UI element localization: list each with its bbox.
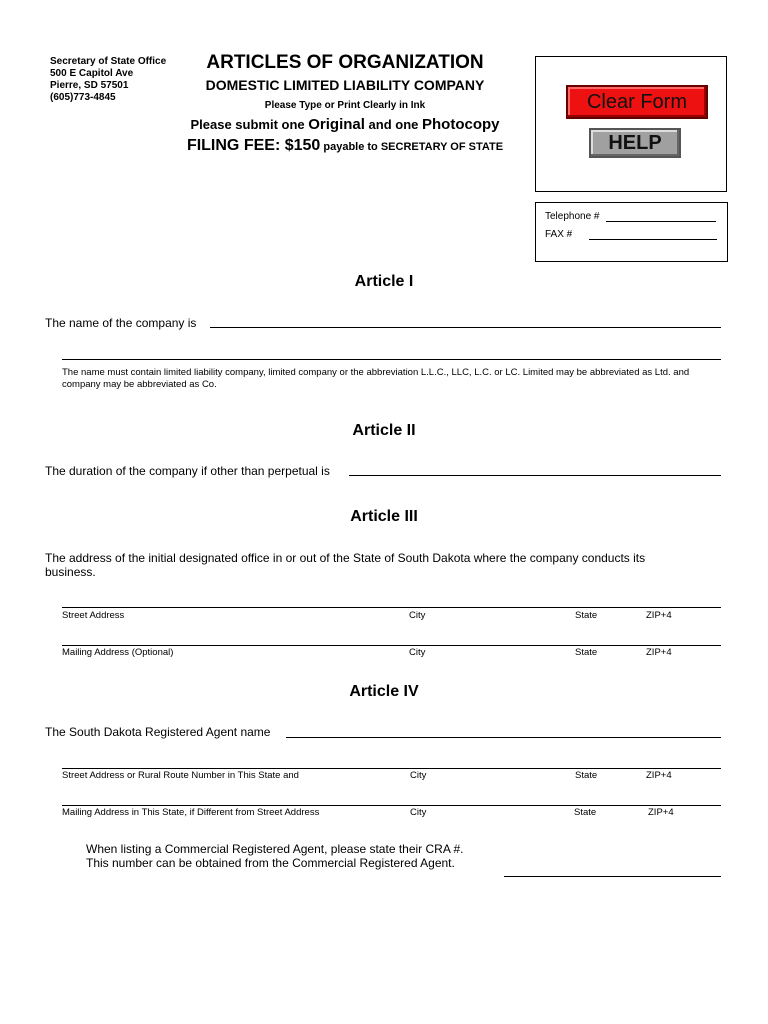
article-3-heading: Article III: [350, 508, 418, 525]
help-button[interactable]: HELP: [589, 128, 681, 158]
office-address: [50, 56, 166, 104]
street-address-caption: Street Address: [62, 610, 125, 621]
zip-caption: ZIP+4: [648, 807, 674, 818]
company-name-field-2[interactable]: [62, 359, 721, 360]
city-caption: City: [409, 647, 426, 658]
telephone-field[interactable]: [606, 211, 716, 222]
filing-fee: FILING FEE: $150 payable to SECRETARY OF STATE: [186, 137, 504, 154]
article-2-heading: Article II: [352, 422, 416, 439]
company-name-field[interactable]: [210, 327, 721, 328]
office-phone: (605)773-4845: [50, 92, 116, 103]
office-name: Secretary of State Office: [50, 56, 167, 67]
mailing-address-caption: Mailing Address (Optional): [62, 647, 174, 658]
agent-street-caption: Street Address or Rural Route Number in This State and: [62, 770, 299, 781]
city-caption: City: [410, 807, 427, 818]
state-caption: State: [575, 770, 598, 781]
agent-mailing-field[interactable]: [62, 805, 721, 806]
duration-label: The duration of the company if other than perpetual is: [45, 464, 330, 478]
fax-field[interactable]: [589, 229, 717, 240]
zip-caption: ZIP+4: [646, 647, 672, 658]
zip-caption: ZIP+4: [646, 770, 672, 781]
company-name-note: The name must contain limited liability company, limited company or the abbreviation L.L.C., LLC, L.C. or LC. Limited may be abbreviated as Ltd. and company may be abbreviated as Co.: [62, 367, 690, 390]
city-caption: City: [410, 770, 427, 781]
telephone-label: Telephone #: [545, 211, 600, 222]
page-title: ARTICLES OF ORGANIZATION: [206, 52, 484, 73]
city-caption: City: [409, 610, 426, 621]
agent-name-field[interactable]: [286, 737, 721, 738]
state-caption: State: [575, 647, 598, 658]
agent-mailing-caption: Mailing Address in This State, if Different from Street Address: [62, 807, 320, 818]
office-address-label: The address of the initial designated office in or out of the State of South Dakota where the company conducts its business.: [45, 551, 646, 579]
company-name-label: The name of the company is: [45, 316, 197, 330]
duration-field[interactable]: [349, 475, 721, 476]
page-subtitle: DOMESTIC LIMITED LIABILITY COMPANY: [205, 77, 485, 93]
cra-number-field[interactable]: [504, 876, 721, 877]
cra-instruction-1: When listing a Commercial Registered Agent, please state their CRA #.: [86, 842, 464, 856]
agent-street-field[interactable]: [62, 768, 721, 769]
article-4-heading: Article IV: [349, 683, 419, 700]
clear-form-button[interactable]: Clear Form: [566, 85, 708, 119]
print-instruction: Please Type or Print Clearly in Ink: [264, 100, 426, 111]
zip-caption: ZIP+4: [646, 610, 672, 621]
article-1-heading: Article I: [354, 273, 414, 290]
contact-box: [535, 202, 728, 262]
mailing-address-field[interactable]: [62, 645, 721, 646]
office-city: Pierre, SD 57501: [50, 80, 129, 91]
cra-instruction-2: This number can be obtained from the Commercial Registered Agent.: [86, 856, 455, 870]
agent-name-label: The South Dakota Registered Agent name: [45, 725, 271, 739]
street-address-field[interactable]: [62, 607, 721, 608]
submit-instruction: Please submit one Original and one Photocopy: [190, 116, 500, 133]
fax-label: FAX #: [545, 229, 573, 240]
office-street: 500 E Capitol Ave: [50, 68, 134, 79]
state-caption: State: [575, 610, 598, 621]
state-caption: State: [574, 807, 597, 818]
button-panel: [535, 56, 727, 192]
